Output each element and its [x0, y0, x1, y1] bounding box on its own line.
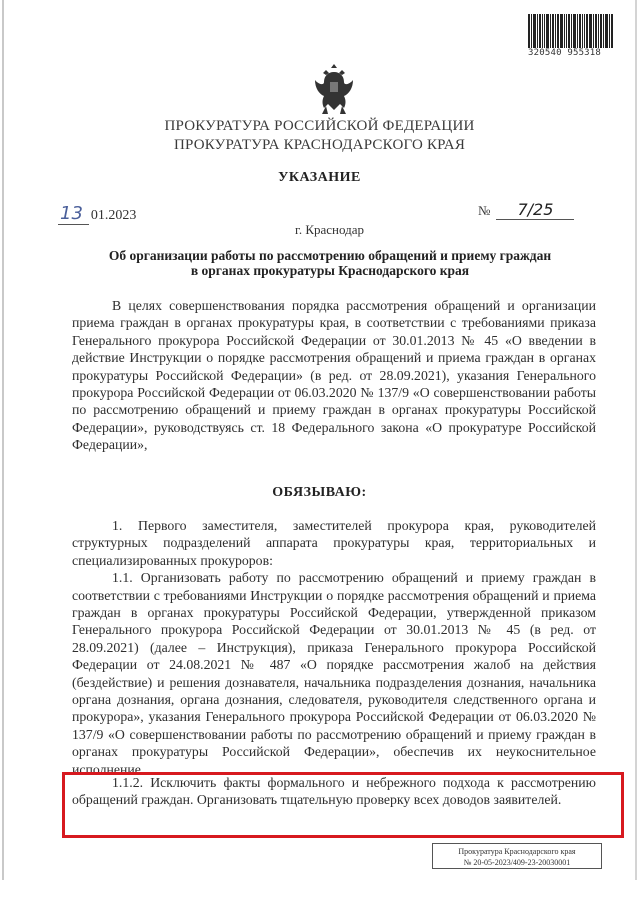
document-number: [478, 200, 574, 220]
barcode-bars: [528, 14, 632, 48]
document-date: [58, 203, 136, 224]
document-city: г. Краснодар: [294, 222, 365, 237]
date-day-handwritten: 13: [58, 203, 89, 225]
org-name-regional: ПРОКУРАТУРА КРАСНОДАРСКОГО КРАЯ: [173, 137, 466, 153]
obligation-heading: ОБЯЗЫВАЮ:: [272, 485, 367, 500]
registration-stamp: [432, 843, 602, 869]
number-handwritten: 7/25: [496, 200, 574, 220]
barcode: [528, 14, 632, 58]
stamp-org: Прокуратура Краснодарского края: [458, 847, 576, 856]
coat-of-arms-icon: [312, 62, 356, 118]
document-subject: [60, 248, 600, 278]
highlighted-section: [72, 774, 596, 809]
document-type: УКАЗАНИЕ: [278, 170, 361, 185]
subject-line-2: в органах прокуратуры Краснодарского края: [190, 263, 470, 278]
stamp-number: № 20-05-2023/409-23-20030001: [463, 858, 571, 867]
intro-paragraph: [72, 297, 596, 454]
subject-line-1: Об организации работы по рассмотрению обращений и приему граждан: [108, 248, 552, 263]
org-name-federal: ПРОКУРАТУРА РОССИЙСКОЙ ФЕДЕРАЦИИ: [164, 118, 475, 134]
item-1: 1. Первого заместителя, заместителей прокурора края, руководителей структурных подразделений аппарата прокуратуры края, территориальных и специализированных прокуроров:: [72, 518, 596, 568]
number-label: №: [478, 203, 491, 218]
barcode-number: 320540 955318: [528, 48, 632, 58]
item-1-1: 1.1. Организовать работу по рассмотрению обращений и приему граждан в соответствии с требованиями Инструкции о порядке рассмотрения обращений и приема граждан в органах прокуратуры Российской Федерации, утвержденной приказом Генерального прокурора Российской Федерации от 30.01.2013 № 45 (в ред. от 28.09.2021) (далее – Инструкция), приказа Генерального прокурора Российской Федерации от 24.08.2021 № 487 «О порядке рассмотрения жалоб на действия (бездействие) и решения дознавателя, начальника подразделения дознания, начальника органа дознания, органа дознания, следователя, руководителя следственного органа и прокурора», указания Генерального прокурора Российской Федерации от 06.03.2020 № 137/9 «О совершенствовании работы по рассмотрению обращений и приему граждан в органах прокуратуры Российской Федерации», обеспечив их неукоснительное исполнение.: [72, 570, 596, 777]
item-1-1-2: 1.1.2. Исключить факты формального и небрежного подхода к рассмотрению обращений граждан. Организовать тщательную проверку всех доводов заявителей.: [72, 775, 596, 808]
intro-text: В целях совершенствования порядка рассмотрения обращений и организации приема граждан в органах прокуратуры края, в соответствии с требованиями приказа Генерального прокурора Российской Федерации от 30.01.2013 № 45 «О введении в действие Инструкции о порядке рассмотрения обращений и приема граждан в органах прокуратуры Российской Федерации» (в ред. от 28.09.2021), указания Генерального прокурора Российской Федерации от 06.03.2020 № 137/9 «О совершенствовании работы по рассмотрению обращений и приему граждан в органах прокуратуры Российской Федерации», руководствуясь ст. 18 Федерального закона «О прокуратуре Российской Федерации»,: [72, 298, 596, 453]
date-month-year: 01.2023: [90, 208, 137, 223]
items-section: [72, 517, 596, 778]
